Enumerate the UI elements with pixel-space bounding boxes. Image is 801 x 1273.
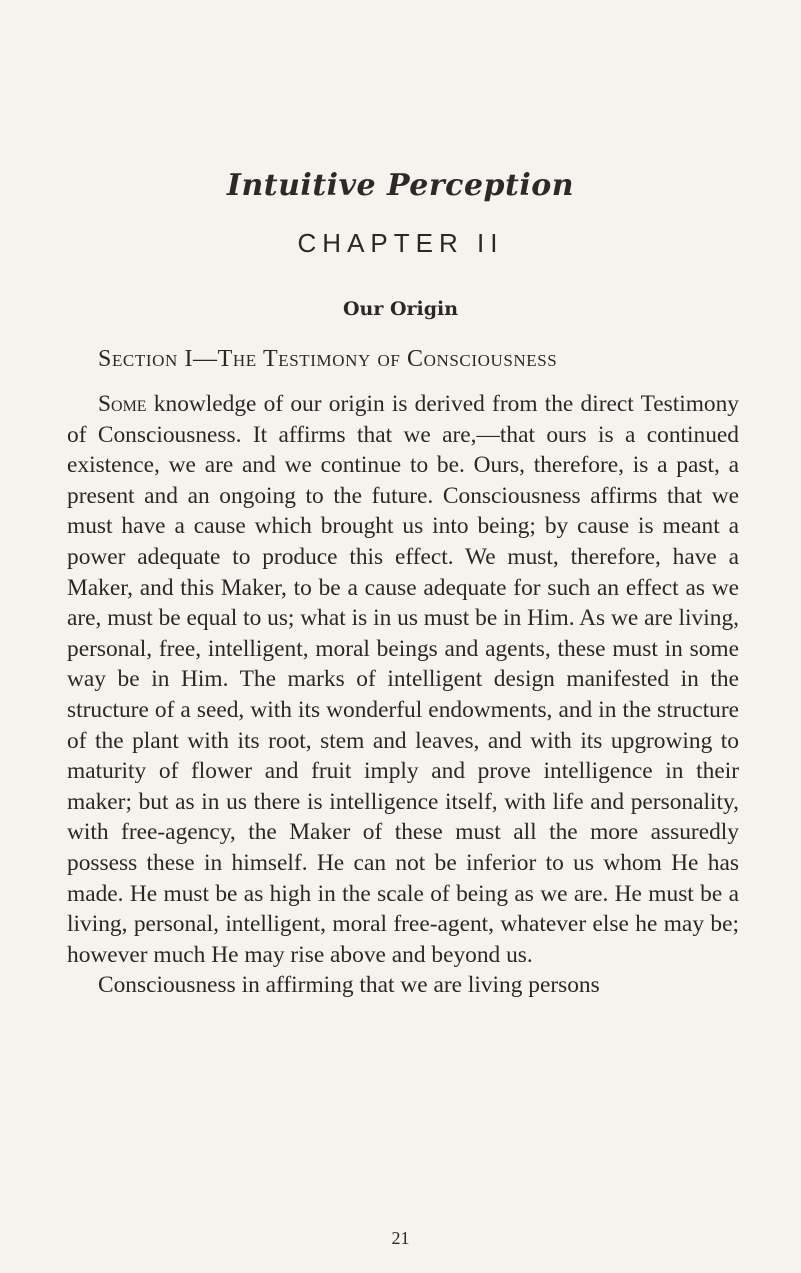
body-text <box>67 389 739 1001</box>
chapter-subtitle: Our Origin <box>342 298 459 320</box>
page-number: 21 <box>391 1228 410 1248</box>
paragraph-1 <box>67 389 739 970</box>
paragraph-lead-word: Some <box>98 391 147 417</box>
running-title: Intuitive Perception <box>226 168 575 203</box>
section-heading: Section I—The Testimony of Consciousness <box>98 346 558 372</box>
chapter-heading: CHAPTER II <box>297 228 504 258</box>
paragraph-2: Consciousness in affirming that we are living persons <box>98 972 600 999</box>
paragraph-1-text: knowledge of our origin is derived from the direct Testimony of Consciousness. It affirms that we are,—that ours is a continued existence, we are and we continue to be. Ours, therefore, is a past, a present and an ongoing to the future. Consciousness affirms that we must have a cause which brought us into being; by cause is meant a power adequate to produce this effect. We must, therefore, have a Maker, and this Maker, to be a cause adequate for such an effect as we are, must be equal to us; what is in us must be in Him. As we are living, personal, free, intelligent, moral beings and agents, these must in some way be in Him. The marks of intelligent design manifested in the structure of a seed, with its wonderful endowments, and in the structure of the plant with its root, stem and leaves, and with its upgrowing to maturity of flower and fruit imply and prove intelligence in their maker; but as in us there is intelligence itself, with life and personality, with free-agency, the Maker of these must all the more assuredly possess these in himself. He can not be inferior to us whom He has made. He must be as high in the scale of being as we are. He must be a living, personal, intelligent, moral free-agent, whatever else he may be; however much He may rise above and beyond us. <box>67 391 739 968</box>
